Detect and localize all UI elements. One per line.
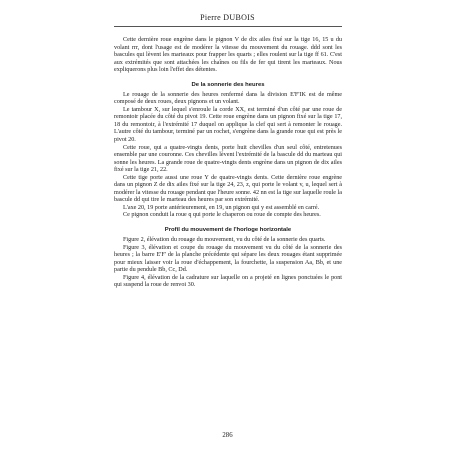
sonnerie-paragraph: Le tambour X, sur lequel s'enroule la corde XX, est terminé d'un côté par une roue de remontoir placée du côté du pivot 19. Cette roue engrène dans un pignon fixé sur la tige 17, 18 du remontoir, à l'extrémité 17 duquel on applique la clef qui sert à remonter le rouage. L'autre côté du tambour, terminé par un rochet, s'engrène dans la grande roue qui est près le pivot 20. xyxy=(114,106,342,144)
profil-paragraph: Figure 3, élévation et coupe du rouage du mouvement vu du côté de la sonnerie des heures ; la barre E'F' de la planche précédente qui sépare les deux rouages étant supprimée pour mieux laisser voir la roue d'échappement, la fourchette, la suspension Aa, Bb, et une partie du pendule Bb, Cc, Dd. xyxy=(114,244,342,274)
section-heading-sonnerie: De la sonnerie des heures xyxy=(191,81,265,88)
sonnerie-paragraph: Ce pignon conduit la roue q qui porte le chaperon ou roue de compte des heures. xyxy=(123,212,321,219)
running-header: Pierre DUBOIS xyxy=(200,13,255,22)
sonnerie-paragraph: L'axe 20, 19 porte antérieurement, en 19, un pignon qui y est assemblé en carré. xyxy=(123,204,320,211)
header-rule xyxy=(114,26,342,27)
intro-paragraph: Cette dernière roue engrène dans le pignon V de dix ailes fixé sur la tige 16, 15 u du volant rrr, dont l'usage est de modérer la vitesse du mouvement du rouage. ddd sont les bascules qui lèvent les marteaux pour frapper les quarts ; elles roulent sur la tige ff 61. C'est aux extrémités que sont attachées les chaînes ou fils de fer qui tirent les marteaux. Nous expliquerons plus loin l'effet des détentes. xyxy=(114,37,342,74)
page-number: 286 xyxy=(222,432,233,439)
sonnerie-paragraph: Cette roue, qui a quatre-vingts dents, porte huit chevilles d'un seul côté, entretenues ensemble par une couronne. Ces chevilles lèvent l'extrémité de la bascule dd du marteau qui sonne les heures. La grande roue de quatre-vingts dents engrène dans un pignon de dix ailes fixé sur la tige 21, 22. xyxy=(114,144,342,174)
sonnerie-paragraph: Le rouage de la sonnerie des heures renfermé dans la division E'F'IK est de même composé de deux roues, deux pignons et un volant. xyxy=(114,91,342,106)
page-body xyxy=(114,37,342,290)
profil-paragraph: Figure 2, élévation du rouage du mouvement, vu du côté de la sonnerie des quarts. xyxy=(123,237,326,244)
sonnerie-paragraph: Cette tige porte aussi une roue Y de quatre-vingts dents. Cette dernière roue engrène dans un pignon Z de dix ailes fixé sur la tige 24, 23, z, qui porte le volant v, u, lequel sert à modérer la vitesse du rouage pendant que l'heure sonne. 42 nn est la tige sur laquelle roule la bascule dd qui tire le marteau des heures par son extrémité. xyxy=(114,174,342,204)
section-heading-profil: Profil du mouvement de l'horloge horizontale xyxy=(164,227,292,234)
profil-paragraph: Figure 4, élévation de la cadrature sur laquelle on a projeté en lignes ponctuées le pont qui suspend la roue de renvoi 30. xyxy=(114,274,342,289)
